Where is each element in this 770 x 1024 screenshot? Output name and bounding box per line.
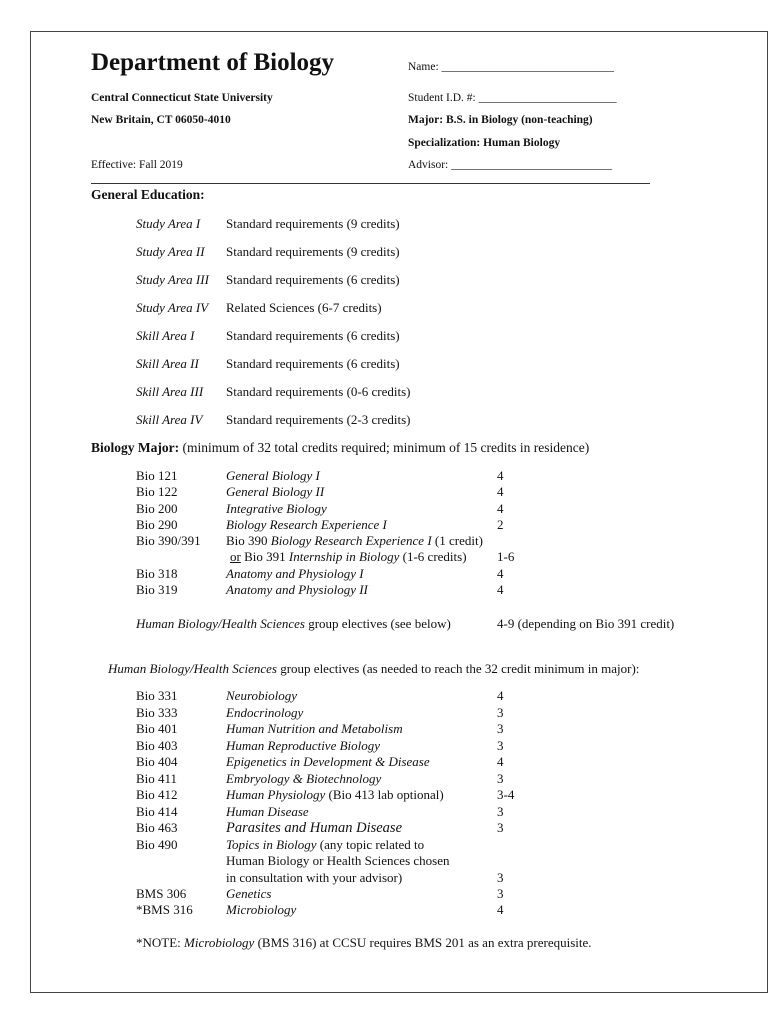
gen-ed-area: Skill Area I: [136, 328, 195, 343]
course-title-text: Neurobiology: [226, 688, 298, 703]
course-code: Bio 319: [136, 582, 178, 598]
course-code: Bio 121: [136, 468, 178, 483]
bio490-title: Topics in Biology: [226, 837, 317, 852]
bio390-prefix: Bio 390: [226, 533, 271, 548]
course-code: Bio 290: [136, 516, 178, 532]
course-title: [226, 787, 444, 803]
footnote-course: Microbiology: [184, 935, 255, 950]
gen-ed-requirement: Standard requirements (9 credits): [226, 244, 400, 259]
gen-ed-requirement: Related Sciences (6-7 credits): [226, 300, 382, 315]
footnote: [136, 935, 592, 951]
course-credits: 3: [497, 870, 504, 885]
course-credits: 3: [497, 721, 504, 736]
course-title: Microbiology: [226, 902, 297, 918]
footnote-prefix: *NOTE:: [136, 935, 185, 950]
gen-ed-area: Skill Area IV: [136, 412, 203, 427]
course-code: Bio 414: [136, 803, 178, 819]
name-field: Name: ______________________________: [408, 61, 615, 73]
bio490-desc-2: Human Biology or Health Sciences chosen: [226, 853, 450, 868]
gen-ed-area: Skill Area III: [136, 384, 204, 399]
course-title-text: Embryology & Biotechnology: [226, 770, 382, 786]
course-code: Bio 403: [136, 737, 178, 753]
specialization-label: Specialization: Human Biology: [408, 137, 561, 149]
course-title: [226, 771, 381, 787]
course-title-text: Parasites and Human Disease: [226, 820, 403, 836]
major-heading-note: (minimum of 32 total credits required; minimum of 15 credits in residence): [179, 440, 590, 455]
course-code: Bio 490: [136, 837, 178, 852]
course-credits: 3: [497, 820, 504, 835]
course-code: Bio 331: [136, 688, 178, 703]
course-credits: 4: [497, 902, 504, 918]
major-heading: [91, 440, 589, 456]
university-name: Central Connecticut State University: [91, 92, 273, 104]
course-code: BMS 306: [136, 886, 187, 901]
elective-group-note: group electives (see below): [304, 616, 451, 631]
address: New Britain, CT 06050-4010: [91, 114, 231, 126]
electives-heading-note: group electives (as needed to reach the 32 credit minimum in major):: [276, 661, 640, 676]
course-title-text: Human Disease: [226, 803, 309, 819]
course-title: Anatomy and Physiology II: [226, 582, 368, 598]
gen-ed-area: Skill Area II: [136, 356, 199, 371]
elective-credits: 4-9 (depending on Bio 391 credit): [497, 616, 675, 631]
course-credits: 4: [497, 688, 504, 703]
major-heading-label: Biology Major:: [91, 440, 180, 455]
course-title-alt: [230, 549, 467, 565]
course-title: Integrative Biology: [226, 500, 327, 516]
gen-ed-heading: General Education:: [91, 187, 205, 202]
gen-ed-requirement: Standard requirements (6 credits): [226, 272, 400, 287]
course-credits: 3: [497, 704, 504, 720]
elective-group-name: Human Biology/Health Sciences: [136, 616, 305, 631]
course-code: Bio 390/391: [136, 533, 201, 548]
or-label: or: [230, 549, 241, 564]
advisor-field: Advisor: ____________________________: [408, 159, 613, 171]
course-title-text: Epigenetics in Development & Disease: [226, 754, 430, 769]
course-title: [226, 820, 402, 837]
course-title: [226, 721, 403, 737]
course-code: Bio 318: [136, 566, 178, 581]
course-credits: 3-4: [497, 787, 515, 802]
course-credits: 4: [497, 484, 504, 500]
course-code: Bio 200: [136, 500, 178, 516]
course-title: [226, 738, 380, 754]
course-title: Biology Research Experience I: [226, 516, 387, 532]
effective-date: Effective: Fall 2019: [91, 159, 183, 171]
course-title: General Biology II: [226, 484, 325, 500]
course-credits: 1-6: [497, 549, 515, 564]
course-code: Bio 401: [136, 721, 178, 736]
footnote-text: (BMS 316) at CCSU requires BMS 201 as an extra prerequisite.: [254, 935, 592, 950]
course-code: Bio 122: [136, 484, 178, 500]
bio390-credit-note: (1 credit): [431, 533, 483, 548]
page-title: Department of Biology: [91, 49, 335, 76]
major-label: Major: B.S. in Biology (non-teaching): [408, 114, 593, 126]
bio391-title: Internship in Biology: [288, 549, 400, 564]
electives-heading-name: Human Biology/Health Sciences: [108, 661, 277, 676]
course-credits: 4: [497, 754, 504, 769]
gen-ed-area: Study Area III: [136, 272, 209, 287]
course-title: Genetics: [226, 886, 272, 901]
course-title: Anatomy and Physiology I: [226, 566, 364, 581]
course-title-text: Endocrinology: [226, 704, 304, 720]
gen-ed-area: Study Area IV: [136, 300, 209, 315]
course-title-note: (Bio 413 lab optional): [325, 787, 444, 802]
course-credits: 3: [497, 737, 504, 753]
course-code: Bio 404: [136, 754, 178, 769]
bio391-prefix: Bio 391: [240, 549, 289, 564]
course-title: General Biology I: [226, 468, 320, 483]
course-credits: 4: [497, 500, 504, 516]
course-title: [226, 705, 303, 721]
course-title: [226, 688, 297, 704]
course-code: Bio 411: [136, 770, 178, 786]
course-code: *BMS 316: [136, 902, 193, 918]
course-credits: 4: [497, 582, 504, 598]
course-title: [226, 837, 424, 853]
student-id-field: Student I.D. #: ________________________: [408, 92, 617, 104]
gen-ed-requirement: Standard requirements (9 credits): [226, 216, 400, 231]
header-divider: [91, 183, 650, 184]
course-credits: 4: [497, 468, 504, 483]
electives-heading: [108, 661, 639, 677]
course-title: [226, 804, 309, 820]
bio490-desc-3: in consultation with your advisor): [226, 870, 403, 885]
course-credits: 4: [497, 566, 504, 581]
gen-ed-area: Study Area I: [136, 216, 201, 231]
gen-ed-requirement: Standard requirements (0-6 credits): [226, 384, 411, 399]
course-title: [226, 533, 483, 549]
course-title-text: Human Nutrition and Metabolism: [226, 721, 403, 736]
course-title-text: Human Reproductive Biology: [226, 737, 381, 753]
elective-group-line: [136, 616, 451, 632]
gen-ed-area: Study Area II: [136, 244, 205, 259]
course-credits: 3: [497, 803, 504, 819]
course-title-text: Human Physiology: [226, 787, 326, 802]
course-credits: 2: [497, 516, 504, 532]
bio490-desc-1: (any topic related to: [316, 837, 425, 852]
course-credits: 3: [497, 886, 504, 901]
course-code: Bio 333: [136, 704, 178, 720]
gen-ed-requirement: Standard requirements (2-3 credits): [226, 412, 411, 427]
course-title: [226, 754, 430, 770]
course-credits: 3: [497, 770, 504, 786]
gen-ed-requirement: Standard requirements (6 credits): [226, 356, 400, 371]
course-code: Bio 463: [136, 820, 178, 835]
gen-ed-requirement: Standard requirements (6 credits): [226, 328, 400, 343]
bio391-credit-note: (1-6 credits): [399, 549, 467, 564]
bio390-title: Biology Research Experience I: [270, 533, 432, 548]
course-code: Bio 412: [136, 787, 178, 802]
